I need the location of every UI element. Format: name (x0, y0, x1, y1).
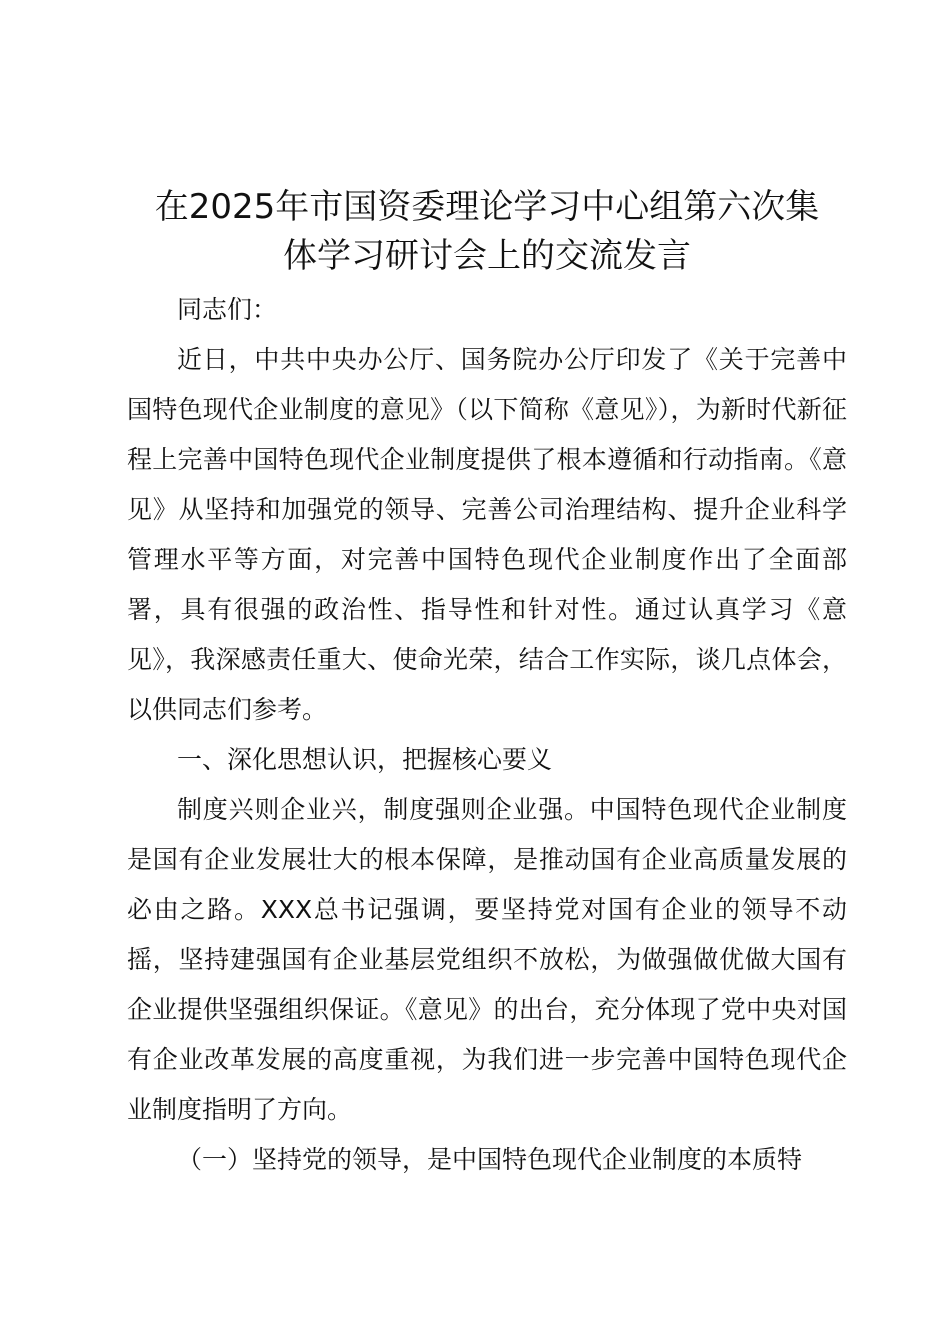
section-heading-1: 一、深化思想认识，把握核心要义 (177, 745, 553, 774)
paragraph-subsection-1: （一）坚持党的领导，是中国特色现代企业制度的本质特 (177, 1145, 803, 1174)
paragraph-intro: 近日，中共中央办公厅、国务院办公厅印发了《关于完善中国特色现代企业制度的意见》（以下简称《意见》），为新时代新征程上完善中国特色现代企业制度提供了根本遵循和行动指南。《意见》从坚持和加强党的领导、完善公司治理结构、提升企业科学管理水平等方面，对完善中国特色现代企业制度作出了全面部署，具有很强的政治性、指导性和针对性。通过认真学习《意见》，我深感责任重大、使命光荣，结合工作实际，谈几点体会，以供同志们参考。 (127, 345, 847, 724)
document-body (127, 183, 847, 1185)
title-line-2: 体学习研讨会上的交流发言 (283, 236, 691, 276)
paragraph-section-1: 制度兴则企业兴，制度强则企业强。中国特色现代企业制度是国有企业发展壮大的根本保障，是推动国有企业高质量发展的必由之路。XXX总书记强调，要坚持党对国有企业的领导不动摇，坚持建强国有企业基层党组织不放松，为做强做优做大国有企业提供坚强组织保证。《意见》的出台，充分体现了党中央对国有企业改革发展的高度重视，为我们进一步完善中国特色现代企业制度指明了方向。 (127, 795, 847, 1124)
salutation: 同志们： (177, 295, 278, 324)
document-title (127, 183, 847, 281)
title-line-1: 在2025年市国资委理论学习中心组第六次集 (154, 187, 820, 227)
